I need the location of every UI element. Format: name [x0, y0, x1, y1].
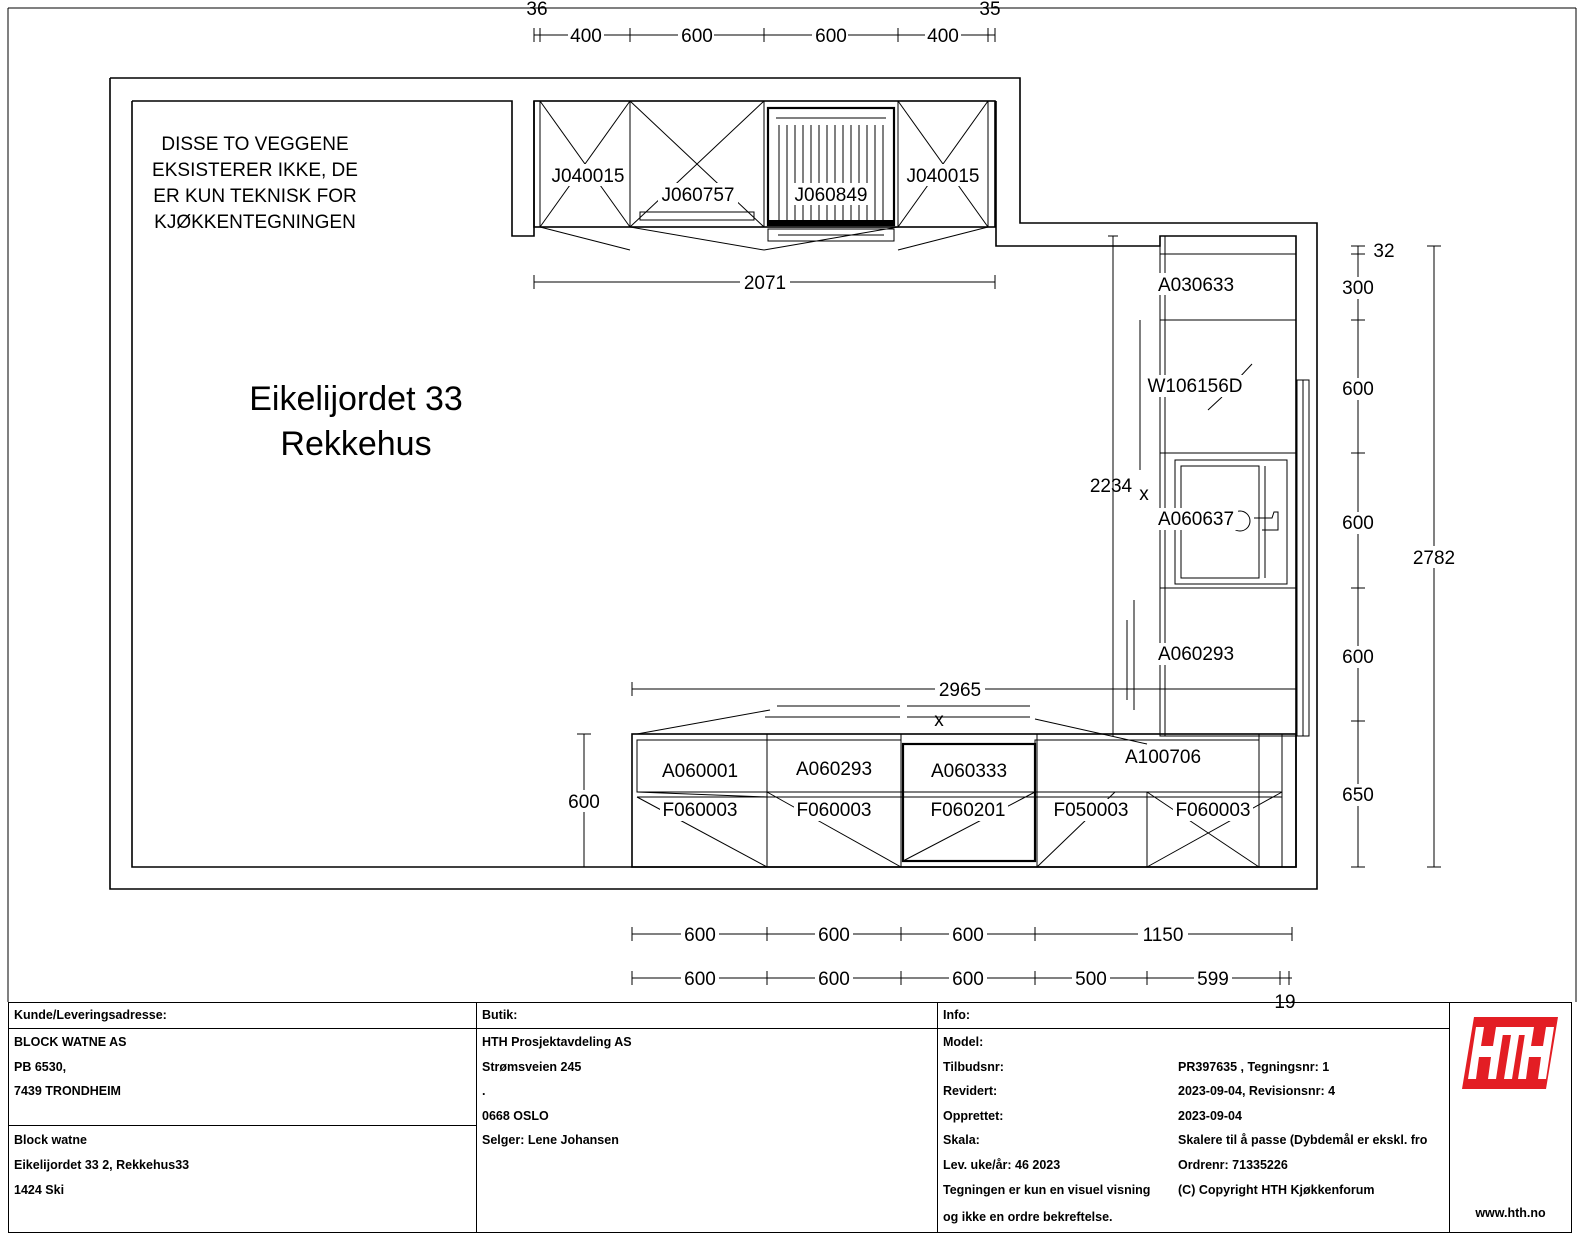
front-code: F050003 [1053, 800, 1129, 821]
base-cabinets [632, 710, 1296, 867]
logo-section [1450, 1003, 1571, 1232]
wall-cabinets [534, 101, 995, 250]
dim-label: 2234 [1089, 476, 1133, 497]
dim-label: 600 [1342, 513, 1374, 534]
bottom-dimensions [632, 923, 1296, 1013]
front-code: F060003 [1175, 800, 1251, 821]
info-section [938, 1003, 1450, 1232]
website-link[interactable]: www.hth.no [1475, 1206, 1546, 1220]
dim-label: 2782 [1412, 548, 1456, 569]
cabinet-code: W106156D [1147, 376, 1243, 397]
info-value: PR397635 , Tegningsnr: 1 [1178, 1060, 1330, 1074]
dim-label: 32 [1373, 241, 1395, 262]
dim-label: 600 [684, 925, 716, 946]
info-label: Model: [943, 1035, 984, 1049]
cabinet-code: A100706 [1124, 747, 1202, 768]
customer-line: PB 6530, [14, 1060, 67, 1074]
customer-line: 7439 TRONDHEIM [14, 1084, 121, 1098]
dim-label: 600 [684, 969, 716, 990]
dim-label: 600 [1342, 379, 1374, 400]
dim-label: 500 [1075, 969, 1107, 990]
info-label: Lev. uke/år: 46 2023 [943, 1158, 1061, 1172]
wall-cabinet-run-dimension [534, 271, 995, 294]
base-depth-dimension [564, 734, 608, 867]
project-title-line: Rekkehus [280, 425, 432, 463]
front-code: F060201 [930, 800, 1006, 821]
store-line: Strømsveien 245 [482, 1060, 582, 1074]
info-value: Skalere til å passe (Dybdemål er ekskl. fro [1178, 1133, 1428, 1147]
dim-label: 600 [818, 925, 850, 946]
cabinet-code: J040015 [551, 166, 625, 187]
x-marker: x [1139, 484, 1149, 505]
store-header: Butik: [477, 1003, 937, 1029]
info-label: Skala: [943, 1133, 980, 1147]
hth-logo [1460, 1013, 1560, 1093]
wall-note-line: KJØKKENTEGNINGEN [154, 212, 356, 233]
project-title [249, 380, 463, 463]
cabinet-code: A030633 [1157, 275, 1235, 296]
dim-label: 600 [818, 969, 850, 990]
dim-label: 400 [570, 26, 602, 47]
info-label: Tegningen er kun en visuel visning [943, 1183, 1151, 1197]
customer-line: BLOCK WATNE AS [14, 1035, 127, 1049]
store-line: HTH Prosjektavdeling AS [482, 1035, 632, 1049]
store-line: Selger: Lene Johansen [482, 1133, 619, 1147]
cabinet-code: A060293 [1157, 644, 1235, 665]
wall-note-line: EKSISTERER IKKE, DE [152, 160, 358, 181]
store-section [477, 1003, 938, 1232]
info-value: 2023-09-04, Revisionsnr: 4 [1178, 1084, 1336, 1098]
info-label: Tilbudsnr: [943, 1060, 1004, 1074]
dim-label: 300 [1342, 278, 1374, 299]
info-label: og ikke en ordre bekreftelse. [943, 1210, 1113, 1224]
dim-label: 19 [1274, 992, 1296, 1013]
cabinet-code: A060001 [661, 761, 739, 782]
divider [9, 1125, 476, 1126]
wall-note-line: ER KUN TEKNISK FOR [153, 186, 357, 207]
cabinet-code: A060293 [795, 759, 873, 780]
store-line: . [482, 1084, 486, 1098]
cabinet-code: J060757 [661, 185, 735, 206]
dim-label: 599 [1197, 969, 1229, 990]
right-dimensions [1338, 241, 1460, 867]
front-code: F060003 [796, 800, 872, 821]
base-run-dimension [632, 678, 1296, 731]
dim-label: 2965 [938, 680, 982, 701]
cabinet-code: A060333 [930, 761, 1008, 782]
project-title-line: Eikelijordet 33 [249, 380, 463, 418]
info-label: Opprettet: [943, 1109, 1004, 1123]
info-value: 2023-09-04 [1178, 1109, 1242, 1123]
dim-label: 600 [1342, 647, 1374, 668]
delivery-line: Eikelijordet 33 2, Rekkehus33 [14, 1158, 190, 1172]
dim-label: 600 [568, 792, 600, 813]
right-wall-units [1090, 236, 1309, 736]
wall-note [152, 134, 358, 233]
cabinet-code: J060849 [794, 185, 868, 206]
info-header: Info: [938, 1003, 1449, 1029]
delivery-line: 1424 Ski [14, 1183, 65, 1197]
top-dimension [526, 0, 1000, 47]
title-block [8, 1002, 1572, 1233]
info-value: Ordrenr: 71335226 [1178, 1158, 1288, 1172]
dim-label: 600 [815, 26, 847, 47]
delivery-line: Block watne [14, 1133, 87, 1147]
dim-label: 35 [979, 0, 1001, 20]
customer-section [9, 1003, 477, 1232]
dim-label: 600 [952, 969, 984, 990]
x-marker: x [934, 710, 944, 731]
dim-label: 650 [1342, 785, 1374, 806]
info-value: (C) Copyright HTH Kjøkkenforum [1178, 1183, 1375, 1197]
dim-label: 600 [952, 925, 984, 946]
dim-label: 2071 [743, 273, 787, 294]
dim-label: 36 [526, 0, 548, 20]
dim-label: 600 [681, 26, 713, 47]
info-label: Revidert: [943, 1084, 998, 1098]
dim-label: 1150 [1142, 925, 1184, 946]
front-code: F060003 [662, 800, 738, 821]
store-line: 0668 OSLO [482, 1109, 549, 1123]
cabinet-code: J040015 [906, 166, 980, 187]
wall-note-line: DISSE TO VEGGENE [161, 134, 349, 155]
cabinet-code: A060637 [1157, 509, 1235, 530]
dim-label: 400 [927, 26, 959, 47]
customer-header: Kunde/Leveringsadresse: [9, 1003, 476, 1029]
